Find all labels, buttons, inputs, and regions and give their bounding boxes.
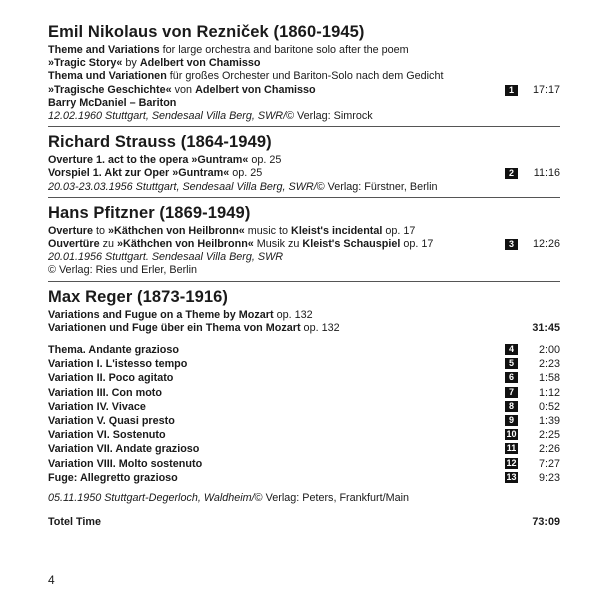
recording-info: 20.01.1956 Stuttgart. Sendesaal Villa Berg, SWR [48, 251, 284, 264]
list-item: Variation I. L'istesso tempo 5 2:23 [48, 358, 560, 371]
section-pfitzner [48, 203, 560, 282]
track-number-badge: 6 [505, 372, 518, 383]
total-time-label: Totel Time [48, 516, 101, 528]
track-number-badge: 12 [506, 457, 517, 468]
track-number-badge: 10 [506, 429, 517, 440]
track-duration: 12:26 [532, 238, 560, 251]
section-reznicek [48, 22, 560, 127]
work-title-de: Variationen und Fuge über ein Thema von Mozart op. 132 31:45 [48, 321, 560, 334]
work-title-en: Variations and Fugue on a Theme by Mozart op. 132 [48, 308, 313, 321]
work-total-duration: 31:45 [532, 321, 560, 334]
recording-info: 12.02.1960 Stuttgart, Sendesaal Villa Berg, SWR/© Verlag: Simrock [48, 110, 373, 123]
list-item: Variation VIII. Molto sostenuto 12 7:27 [48, 457, 560, 470]
track-number-badge: 1 [505, 85, 518, 96]
total-time-value: 73:09 [532, 516, 560, 528]
section-strauss [48, 132, 560, 198]
track-duration: 11:16 [533, 167, 560, 180]
work-title-en: Overture to »Käthchen von Heilbronn« music to Kleist's incidental op. 17 [48, 224, 416, 237]
track-number-badge: 7 [505, 387, 518, 398]
page-number: 4 [48, 573, 55, 587]
work-title-de: Ouvertüre zu »Käthchen von Heilbronn« Musik zu Kleist's Schauspiel op. 17 3 12:26 [48, 238, 560, 251]
work-title-de: Thema und Variationen für großes Orchester und Bariton-Solo nach dem Gedicht [48, 70, 444, 83]
list-item: Variation IV. Vivace 8 0:52 [48, 400, 560, 413]
list-item: Variation VII. Andate grazioso 11 2:26 [48, 443, 560, 456]
composer-heading: Hans Pfitzner (1869-1949) [48, 203, 251, 222]
track-number-badge: 5 [505, 358, 518, 369]
movement-list [48, 343, 560, 485]
track-number-badge: 2 [505, 168, 518, 179]
composer-heading: Emil Nikolaus von Rezniček (1860-1945) [48, 23, 365, 41]
publisher-info: © Verlag: Ries und Erler, Berlin [48, 264, 197, 277]
track-number-badge: 8 [505, 401, 518, 412]
work-title-en: Theme and Variations for large orchestra and baritone solo after the poem [48, 44, 409, 56]
section-reger [48, 287, 560, 506]
work-subtitle-en: »Tragic Story« by Adelbert von Chamisso [48, 57, 261, 70]
list-item: Variation II. Poco agitato 6 1:58 [48, 372, 560, 385]
composer-heading: Richard Strauss (1864-1949) [48, 133, 272, 152]
track-number-badge: 4 [505, 344, 518, 355]
list-item: Variation III. Con moto 7 1:12 [48, 386, 560, 399]
list-item: Variation VI. Sostenuto 10 2:25 [48, 429, 560, 442]
list-item: Fuge: Allegretto grazioso 13 9:23 [48, 471, 560, 484]
work-title-de: Vorspiel 1. Akt zur Oper »Guntram« op. 25 2 11:16 [48, 167, 560, 180]
booklet-page [48, 22, 560, 505]
recording-info: 20.03-23.03.1956 Stuttgart, Sendesaal Villa Berg, SWR/© Verlag: Fürstner, Berlin [48, 180, 438, 193]
list-item: Variation V. Quasi presto 9 1:39 [48, 415, 560, 428]
performer: Barry McDaniel – Bariton [48, 96, 177, 109]
work-subtitle-de: »Tragische Geschichte« von Adelbert von Chamisso 1 17:17 [48, 83, 560, 96]
list-item: Thema. Andante grazioso 4 2:00 [48, 344, 560, 357]
track-duration: 17:17 [532, 83, 560, 96]
track-number-badge: 11 [506, 443, 517, 454]
composer-heading: Max Reger (1873-1916) [48, 287, 229, 306]
recording-info: 05.11.1950 Stuttgart-Degerloch, Waldheim/© Verlag: Peters, Frankfurt/Main [48, 492, 410, 505]
track-number-badge: 9 [505, 415, 518, 426]
track-number-badge: 3 [505, 239, 518, 250]
total-time-row [48, 515, 560, 529]
work-title-en: Overture 1. act to the opera »Guntram« op. 25 [48, 154, 282, 167]
track-number-badge: 13 [506, 471, 517, 482]
